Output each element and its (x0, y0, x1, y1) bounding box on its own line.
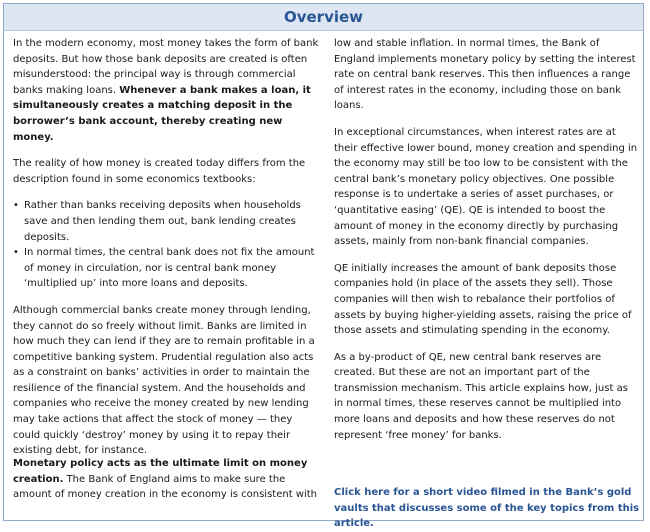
limits-paragraph: Although commercial banks create money through lending, they cannot do so freely without limit. Banks are limited in how much they can lend if they are to remain profitable in a competitive banking system. Prudential regulation also acts as a constraint on banks’ activities in order to maintain the resilience of the financial system. And the households and companies who receive the money created by new lending may take actions that affect the stock of money — they could quickly ‘destroy’ money by using it to repay their existing debt, for instance. (13, 304, 315, 457)
reserves-paragraph: As a by-product of QE, new central bank reserves are created. But these are not an important part of the transmission mechanism. This article explains how, just as in normal times, these reserves cannot be multiplied into more loans and deposits and how these reserves do not represent ‘free money’ for banks. (334, 351, 628, 441)
video-link[interactable]: Click here for a short video filmed in the Bank’s gold vaults that discusses some of the key topics from this article. (334, 487, 640, 530)
right-column (334, 36, 640, 530)
intro-bold-text: Whenever a bank makes a loan, it simultaneously creates a matching deposit in the borrower’s bank account, thereby creating new money. (13, 84, 311, 143)
monetary-policy-text: The Bank of England aims to make sure the amount of money creation in the economy is consistent with (13, 473, 318, 501)
overview-title: Overview (4, 4, 643, 31)
monetary-policy-bold-text: Monetary policy acts as the ultimate limit on money creation. (13, 458, 308, 485)
bullet-item: • Rather than banks receiving deposits when households save and then lending them out, bank lending creates deposits. (13, 198, 319, 245)
qe-paragraph: In exceptional circumstances, when interest rates are at their effective lower bound, money creation and spending in the economy may still be too low to be consistent with the central bank’s monetary policy objectives. One possible response is to undertake a series of asset purchases, or ‘quantitative easing’ (QE). QE is intended to boost the amount of money in the economy directly by purchasing assets, mainly from non-bank financial companies. (334, 126, 638, 248)
overview-box (3, 3, 644, 530)
intro-paragraph (13, 36, 319, 145)
inflation-paragraph: low and stable inflation. In normal times, the Bank of England implements monetary policy by setting the interest rate on central bank reserves. This then influences a range of interest rates in the economy, including those on bank loans. (334, 38, 636, 112)
intro-text: In the modern economy, most money takes the form of bank deposits. But how those bank deposits are created is often misunderstood: the principal way is through commercial banks making loans. (13, 38, 319, 96)
left-column (13, 36, 319, 501)
textbook-bullet-list (13, 198, 319, 292)
monetary-policy-paragraph (13, 456, 319, 503)
reality-paragraph: The reality of how money is created today differs from the description found in some economics textbooks: (13, 158, 306, 185)
bullet-item: • In normal times, the central bank does not fix the amount of money in circulation, nor is central bank money ‘multiplied up’ into more loans and deposits. (13, 245, 319, 292)
qe-deposits-paragraph: QE initially increases the amount of bank deposits those companies hold (in place of the assets they sell). Those companies will then wish to rebalance their portfolios of assets by buying higher-yielding assets, raising the price of those assets and stimulating spending in the economy. (334, 262, 632, 337)
